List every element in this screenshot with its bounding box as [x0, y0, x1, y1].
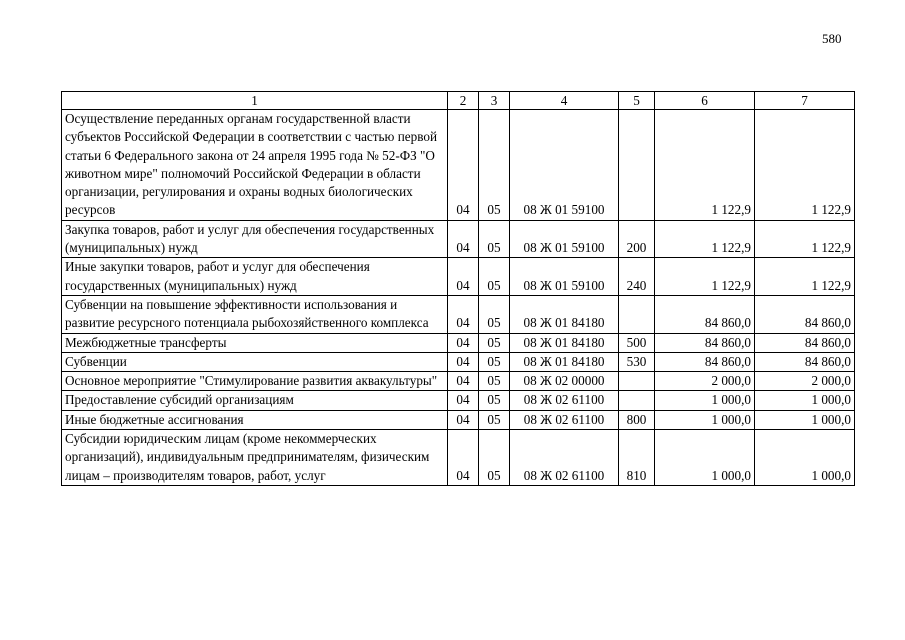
row-section: 04 — [448, 295, 479, 333]
row-amount-6: 84 860,0 — [655, 295, 755, 333]
table-row — [62, 391, 855, 410]
row-expense-type — [619, 110, 655, 221]
row-amount-7: 1 122,9 — [755, 110, 855, 221]
row-target-article: 08 Ж 01 84180 — [510, 333, 619, 352]
header-cell-2: 2 — [448, 92, 479, 110]
row-subsection: 05 — [479, 372, 510, 391]
row-name: Закупка товаров, работ и услуг для обеспечения государственных (муниципальных) нужд — [62, 220, 448, 258]
header-cell-7: 7 — [755, 92, 855, 110]
row-subsection: 05 — [479, 110, 510, 221]
row-subsection: 05 — [479, 220, 510, 258]
table-row — [62, 430, 855, 486]
row-amount-6: 1 122,9 — [655, 220, 755, 258]
row-expense-type: 530 — [619, 352, 655, 371]
table-row — [62, 295, 855, 333]
row-amount-7: 1 122,9 — [755, 258, 855, 296]
table-row — [62, 410, 855, 429]
row-section: 04 — [448, 410, 479, 429]
row-subsection: 05 — [479, 430, 510, 486]
table-row — [62, 220, 855, 258]
row-subsection: 05 — [479, 333, 510, 352]
row-section: 04 — [448, 391, 479, 410]
row-section: 04 — [448, 220, 479, 258]
row-amount-6: 1 000,0 — [655, 430, 755, 486]
row-name: Субвенции — [62, 352, 448, 371]
row-section: 04 — [448, 372, 479, 391]
row-section: 04 — [448, 333, 479, 352]
row-amount-7: 1 000,0 — [755, 410, 855, 429]
table-body — [62, 110, 855, 486]
row-subsection: 05 — [479, 391, 510, 410]
row-subsection: 05 — [479, 352, 510, 371]
row-amount-7: 84 860,0 — [755, 295, 855, 333]
row-subsection: 05 — [479, 410, 510, 429]
row-target-article: 08 Ж 01 59100 — [510, 258, 619, 296]
row-amount-6: 1 000,0 — [655, 391, 755, 410]
row-target-article: 08 Ж 02 61100 — [510, 391, 619, 410]
table-row — [62, 110, 855, 221]
table-row — [62, 333, 855, 352]
row-name: Предоставление субсидий организациям — [62, 391, 448, 410]
row-expense-type — [619, 295, 655, 333]
row-section: 04 — [448, 352, 479, 371]
table-row — [62, 372, 855, 391]
row-name: Иные бюджетные ассигнования — [62, 410, 448, 429]
page-number: 580 — [822, 31, 842, 46]
row-amount-6: 1 122,9 — [655, 258, 755, 296]
row-target-article: 08 Ж 02 61100 — [510, 410, 619, 429]
row-name: Субвенции на повышение эффективности использования и развитие ресурсного потенциала рыбохозяйственного комплекса — [62, 295, 448, 333]
budget-table — [61, 91, 855, 486]
row-subsection: 05 — [479, 258, 510, 296]
row-amount-7: 84 860,0 — [755, 333, 855, 352]
header-cell-6: 6 — [655, 92, 755, 110]
row-expense-type: 240 — [619, 258, 655, 296]
row-amount-7: 1 000,0 — [755, 430, 855, 486]
row-name: Межбюджетные трансферты — [62, 333, 448, 352]
row-amount-7: 84 860,0 — [755, 352, 855, 371]
row-target-article: 08 Ж 02 00000 — [510, 372, 619, 391]
row-amount-7: 1 122,9 — [755, 220, 855, 258]
row-name: Иные закупки товаров, работ и услуг для обеспечения государственных (муниципальных) нужд — [62, 258, 448, 296]
header-cell-1: 1 — [62, 92, 448, 110]
row-amount-6: 2 000,0 — [655, 372, 755, 391]
row-target-article: 08 Ж 01 59100 — [510, 220, 619, 258]
row-amount-6: 84 860,0 — [655, 333, 755, 352]
row-expense-type: 500 — [619, 333, 655, 352]
row-expense-type — [619, 391, 655, 410]
table-row — [62, 352, 855, 371]
row-expense-type: 800 — [619, 410, 655, 429]
row-target-article: 08 Ж 01 59100 — [510, 110, 619, 221]
table-header — [62, 92, 855, 110]
header-cell-5: 5 — [619, 92, 655, 110]
table-row — [62, 258, 855, 296]
row-amount-6: 84 860,0 — [655, 352, 755, 371]
row-amount-7: 1 000,0 — [755, 391, 855, 410]
row-name: Основное мероприятие "Стимулирование развития аквакультуры" — [62, 372, 448, 391]
row-target-article: 08 Ж 01 84180 — [510, 352, 619, 371]
row-name: Осуществление переданных органам государственной власти субъектов Российской Федерации в соответствии с частью первой статьи 6 Федерального закона от 24 апреля 1995 года № 52-ФЗ "О животном мире" полномочий Российской Федерации в области организации, регулирования и охраны водных биологических ресурсов — [62, 110, 448, 221]
row-target-article: 08 Ж 01 84180 — [510, 295, 619, 333]
row-section: 04 — [448, 258, 479, 296]
row-amount-6: 1 000,0 — [655, 410, 755, 429]
row-amount-7: 2 000,0 — [755, 372, 855, 391]
header-cell-3: 3 — [479, 92, 510, 110]
row-expense-type: 200 — [619, 220, 655, 258]
row-section: 04 — [448, 430, 479, 486]
header-cell-4: 4 — [510, 92, 619, 110]
row-subsection: 05 — [479, 295, 510, 333]
row-expense-type: 810 — [619, 430, 655, 486]
row-name: Субсидии юридическим лицам (кроме некоммерческих организаций), индивидуальным предпринимателям, физическим лицам – производителям товаров, работ, услуг — [62, 430, 448, 486]
row-expense-type — [619, 372, 655, 391]
header-row — [62, 92, 855, 110]
row-target-article: 08 Ж 02 61100 — [510, 430, 619, 486]
row-section: 04 — [448, 110, 479, 221]
row-amount-6: 1 122,9 — [655, 110, 755, 221]
